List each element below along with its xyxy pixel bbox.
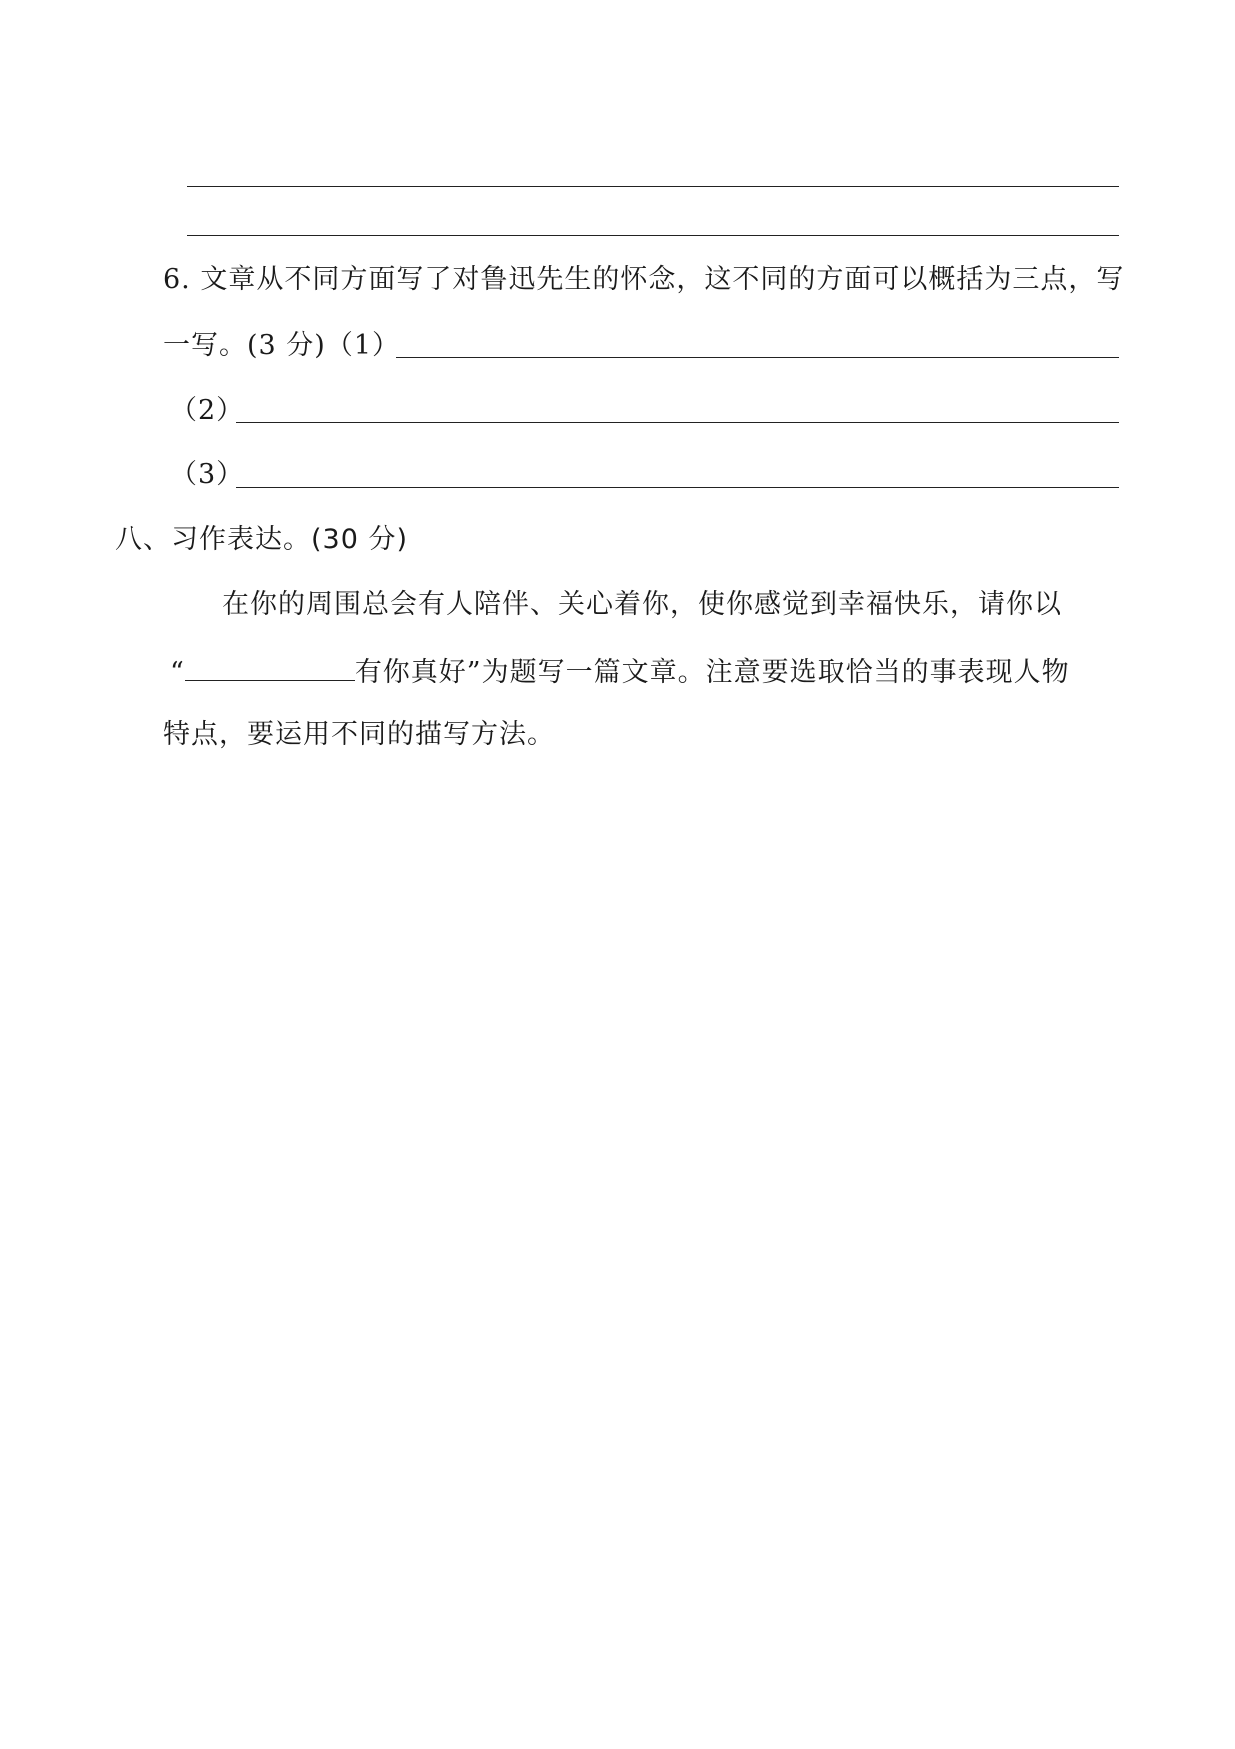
item-2-label: （2） — [170, 395, 245, 426]
answer-line-1[interactable] — [187, 186, 1119, 187]
section-8-paragraph-line2 — [170, 652, 1070, 691]
question-6-item-2 — [170, 393, 244, 429]
section-8-paragraph-line1 — [222, 587, 1062, 623]
question-6-prompt: 一写。(3 分)（1） — [163, 330, 401, 361]
section-8-title: 八、习作表达。(30 分) — [115, 524, 409, 555]
question-6-line1: 6. 文章从不同方面写了对鲁迅先生的怀念，这不同的方面可以概括为三点，写 — [163, 264, 1125, 295]
title-fill-blank[interactable] — [185, 652, 355, 681]
answer-blank-3[interactable] — [236, 487, 1119, 488]
answer-line-2[interactable] — [187, 235, 1119, 236]
answer-blank-2[interactable] — [236, 422, 1119, 423]
item-3-label: （3） — [170, 459, 245, 490]
question-6-text — [163, 262, 1124, 298]
answer-blank-1[interactable] — [396, 357, 1119, 358]
section-8-heading — [115, 522, 408, 558]
prompt-line3: 特点，要运用不同的描写方法。 — [163, 719, 555, 750]
question-6-item-3 — [170, 457, 244, 493]
prompt-line1: 在你的周围总会有人陪伴、关心着你，使你感觉到幸福快乐，请你以 — [222, 589, 1062, 620]
open-quote: “ — [170, 657, 185, 688]
prompt-line2: 有你真好”为题写一篇文章。注意要选取恰当的事表现人物 — [354, 657, 1070, 688]
section-8-paragraph-line3 — [163, 717, 555, 753]
question-6-line2 — [163, 328, 400, 364]
